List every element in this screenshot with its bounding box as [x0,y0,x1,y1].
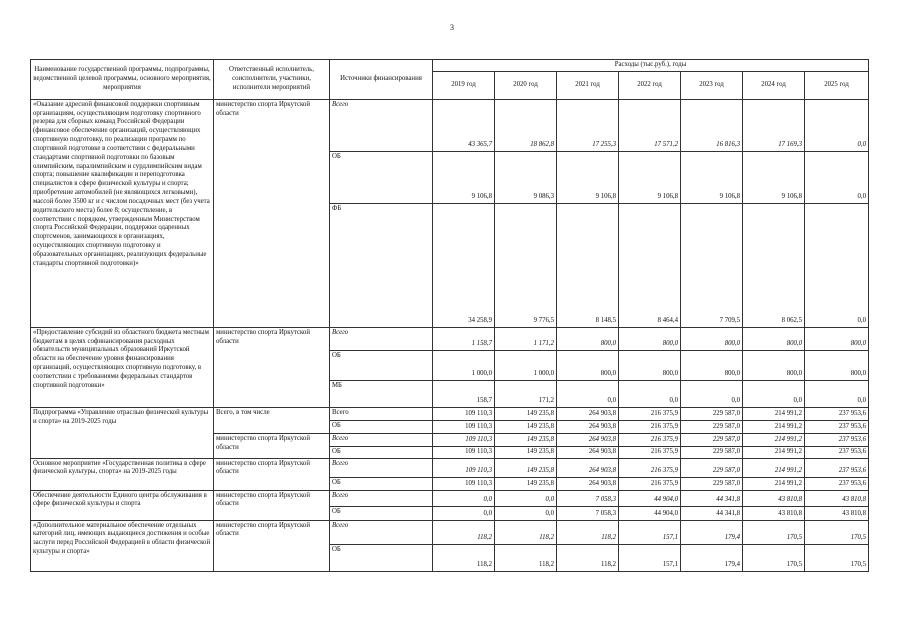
amount-cell: 800,0 [619,327,681,350]
program-name: Обеспечение деятельности Единого центра обслуживания в сфере физической культуры и спорта [31,490,214,520]
amount-cell: 17 169,3 [743,99,805,151]
amount-cell: 179,4 [681,520,743,544]
amount-cell: 118,2 [433,520,495,544]
amount-cell: 8 464,4 [619,203,681,327]
amount-cell: 9 106,8 [619,151,681,203]
amount-cell: 44 341,8 [681,506,743,520]
year-header: 2023 год [681,71,743,99]
amount-cell: 0,0 [433,506,495,520]
amount-cell: 0,0 [805,203,869,327]
amount-cell: 229 587,0 [681,446,743,458]
amount-cell: 0,0 [433,490,495,506]
amount-cell: 149 235,8 [495,420,557,433]
amount-cell: 18 862,8 [495,99,557,151]
amount-cell: 800,0 [681,327,743,350]
amount-cell: 16 816,3 [681,99,743,151]
amount-cell: 109 110,3 [433,433,495,446]
amount-cell: 7 058,3 [557,490,619,506]
amount-cell: 214 991,2 [743,458,805,477]
header-expenses: Расходы (тыс.руб.), годы [433,60,869,72]
amount-cell: 237 953,6 [805,420,869,433]
amount-cell: 17 571,2 [619,99,681,151]
amount-cell: 9 106,8 [557,151,619,203]
amount-cell: 118,2 [433,544,495,571]
amount-cell: 170,5 [805,520,869,544]
funding-source: ОБ [330,350,433,380]
amount-cell: 171,2 [495,380,557,407]
amount-cell: 214 991,2 [743,446,805,458]
responsible-executor: министерство спорта Иркутской области [214,490,330,520]
amount-cell: 109 110,3 [433,420,495,433]
amount-cell: 264 903,8 [557,458,619,477]
amount-cell: 1 171,2 [495,327,557,350]
amount-cell: 264 903,8 [557,477,619,490]
funding-source: Всего [330,433,433,446]
amount-cell: 800,0 [681,350,743,380]
amount-cell: 7 058,3 [557,506,619,520]
amount-cell: 43 810,8 [805,506,869,520]
funding-source: ОБ [330,506,433,520]
amount-cell: 8 148,5 [557,203,619,327]
amount-cell: 1 000,0 [495,350,557,380]
amount-cell: 1 158,7 [433,327,495,350]
table-row [31,407,869,420]
amount-cell: 43 810,8 [805,490,869,506]
amount-cell: 34 258,9 [433,203,495,327]
amount-cell: 214 991,2 [743,407,805,420]
amount-cell: 118,2 [557,520,619,544]
table-row [31,490,869,506]
year-header: 2019 год [433,71,495,99]
header-name: Наименование государственной программы, подпрограммы, ведомственной целевой программы, основного мероприятия, мероприятия [31,60,214,100]
table-row [31,458,869,477]
funding-source: ОБ [330,446,433,458]
amount-cell: 9 086,3 [495,151,557,203]
amount-cell: 214 991,2 [743,433,805,446]
funding-source: Всего [330,490,433,506]
amount-cell: 9 106,8 [743,151,805,203]
program-name: Подпрограмма «Управление отраслью физической культуры и спорта» на 2019-2025 годы [31,407,214,458]
amount-cell: 264 903,8 [557,433,619,446]
page-number: 3 [450,23,454,32]
amount-cell: 149 235,8 [495,433,557,446]
amount-cell: 0,0 [619,380,681,407]
amount-cell: 0,0 [805,380,869,407]
table-row [31,520,869,544]
program-name: «Оказание адресной финансовой поддержки спортивным организациям, осуществляющим подготовку спортивного резерва для сборных команд Российской Федерации (финансовое обеспечение организаций, осуществляющих спортивную подготовку, по реализации программ по спортивной подготовке в соответствии с федеральными стандартами спортивной подготовки по базовым олимпийским, паралимпийским и сурдлимпийским видам спорта; повышение квалификации и переподготовка специалистов в сфере физической культуры и спорта; приобретение автомобилей (не являющихся легковыми), массой более 3500 кг и с числом посадочных мест (без учета водительского места) более 8; осуществление, в соответствии с порядком, утвержденным Министерством спорта Российской Федерации, поддержки одаренных спортсменов, занимающихся в организациях, осуществляющих спортивную подготовку и образовательных организациях, реализующих федеральные стандарты спортивной подготовки)» [31,99,214,327]
amount-cell: 179,4 [681,544,743,571]
funding-source: МБ [330,380,433,407]
amount-cell: 237 953,6 [805,477,869,490]
responsible-executor: министерство спорта Иркутской области [214,520,330,571]
amount-cell: 800,0 [743,327,805,350]
funding-source: Всего [330,458,433,477]
program-name: «Дополнительное материальное обеспечение отдельных категорий лиц, имеющих выдающиеся достижения и особые заслуги перед Российской Федерацией в области физической культуры и спорта» [31,520,214,571]
responsible-executor: министерство спорта Иркутской области [214,327,330,407]
amount-cell: 118,2 [557,544,619,571]
responsible-executor: Всего, в том числе [214,407,330,433]
amount-cell: 800,0 [805,350,869,380]
amount-cell: 170,5 [743,544,805,571]
amount-cell: 9 106,8 [433,151,495,203]
amount-cell: 229 587,0 [681,407,743,420]
amount-cell: 0,0 [681,380,743,407]
header-source: Источники финансирования [330,60,433,100]
amount-cell: 109 110,3 [433,446,495,458]
funding-source: ОБ [330,420,433,433]
table-row [31,327,869,350]
funding-source: ОБ [330,544,433,571]
amount-cell: 149 235,8 [495,458,557,477]
responsible-executor: министерство спорта Иркутской области [214,458,330,490]
amount-cell: 229 587,0 [681,420,743,433]
amount-cell: 149 235,8 [495,477,557,490]
amount-cell: 264 903,8 [557,420,619,433]
amount-cell: 0,0 [805,99,869,151]
responsible-executor: министерство спорта Иркутской области [214,433,330,458]
amount-cell: 229 587,0 [681,477,743,490]
header-responsible: Ответственный исполнитель, соисполнители, участники, исполнители мероприятий [214,60,330,100]
amount-cell: 216 375,9 [619,433,681,446]
amount-cell: 109 110,3 [433,477,495,490]
amount-cell: 7 709,5 [681,203,743,327]
year-header: 2024 год [743,71,805,99]
amount-cell: 237 953,6 [805,458,869,477]
funding-source: Всего [330,99,433,151]
amount-cell: 158,7 [433,380,495,407]
amount-cell: 157,1 [619,544,681,571]
amount-cell: 149 235,8 [495,446,557,458]
amount-cell: 170,5 [743,520,805,544]
amount-cell: 43 365,7 [433,99,495,151]
amount-cell: 216 375,9 [619,458,681,477]
amount-cell: 8 062,5 [743,203,805,327]
amount-cell: 9 106,8 [681,151,743,203]
amount-cell: 0,0 [557,380,619,407]
amount-cell: 216 375,9 [619,446,681,458]
amount-cell: 800,0 [557,350,619,380]
amount-cell: 229 587,0 [681,458,743,477]
amount-cell: 214 991,2 [743,420,805,433]
budget-table-body [31,99,869,571]
amount-cell: 800,0 [805,327,869,350]
amount-cell: 17 255,3 [557,99,619,151]
amount-cell: 216 375,9 [619,420,681,433]
amount-cell: 9 776,5 [495,203,557,327]
amount-cell: 237 953,6 [805,446,869,458]
funding-source: ОБ [330,151,433,203]
amount-cell: 800,0 [743,350,805,380]
year-header: 2022 год [619,71,681,99]
amount-cell: 216 375,9 [619,477,681,490]
amount-cell: 43 810,8 [743,490,805,506]
amount-cell: 237 953,6 [805,433,869,446]
amount-cell: 0,0 [743,380,805,407]
amount-cell: 170,5 [805,544,869,571]
responsible-executor: министерство спорта Иркутской области [214,99,330,327]
amount-cell: 118,2 [495,520,557,544]
amount-cell: 43 810,8 [743,506,805,520]
funding-source: Всего [330,520,433,544]
funding-source: ОБ [330,477,433,490]
amount-cell: 149 235,8 [495,407,557,420]
amount-cell: 229 587,0 [681,433,743,446]
amount-cell: 214 991,2 [743,477,805,490]
amount-cell: 44 341,8 [681,490,743,506]
amount-cell: 109 110,3 [433,458,495,477]
budget-table [30,59,869,572]
amount-cell: 800,0 [557,327,619,350]
program-name: «Предоставление субсидий из областного бюджета местным бюджетам в целях софинансирования расходных обязательств муниципальных образований Иркутской области на обеспечение уровня финансирования организаций, осуществляющих спортивную подготовку, в соответствии с требованиями федеральных стандартов спортивной подготовки» [31,327,214,407]
amount-cell: 800,0 [619,350,681,380]
amount-cell: 264 903,8 [557,446,619,458]
amount-cell: 0,0 [805,151,869,203]
amount-cell: 237 953,6 [805,407,869,420]
amount-cell: 264 903,8 [557,407,619,420]
table-row [31,99,869,151]
year-header: 2021 год [557,71,619,99]
amount-cell: 157,1 [619,520,681,544]
funding-source: ФБ [330,203,433,327]
funding-source: Всего [330,327,433,350]
amount-cell: 44 904,0 [619,490,681,506]
amount-cell: 0,0 [495,490,557,506]
year-header: 2020 год [495,71,557,99]
amount-cell: 1 000,0 [433,350,495,380]
amount-cell: 44 904,0 [619,506,681,520]
amount-cell: 109 110,3 [433,407,495,420]
year-header: 2025 год [805,71,869,99]
amount-cell: 216 375,9 [619,407,681,420]
amount-cell: 118,2 [495,544,557,571]
program-name: Основное мероприятие «Государственная политика в сфере физической культуры, спорта» на 2019-2025 годы [31,458,214,490]
amount-cell: 0,0 [495,506,557,520]
funding-source: Всего [330,407,433,420]
